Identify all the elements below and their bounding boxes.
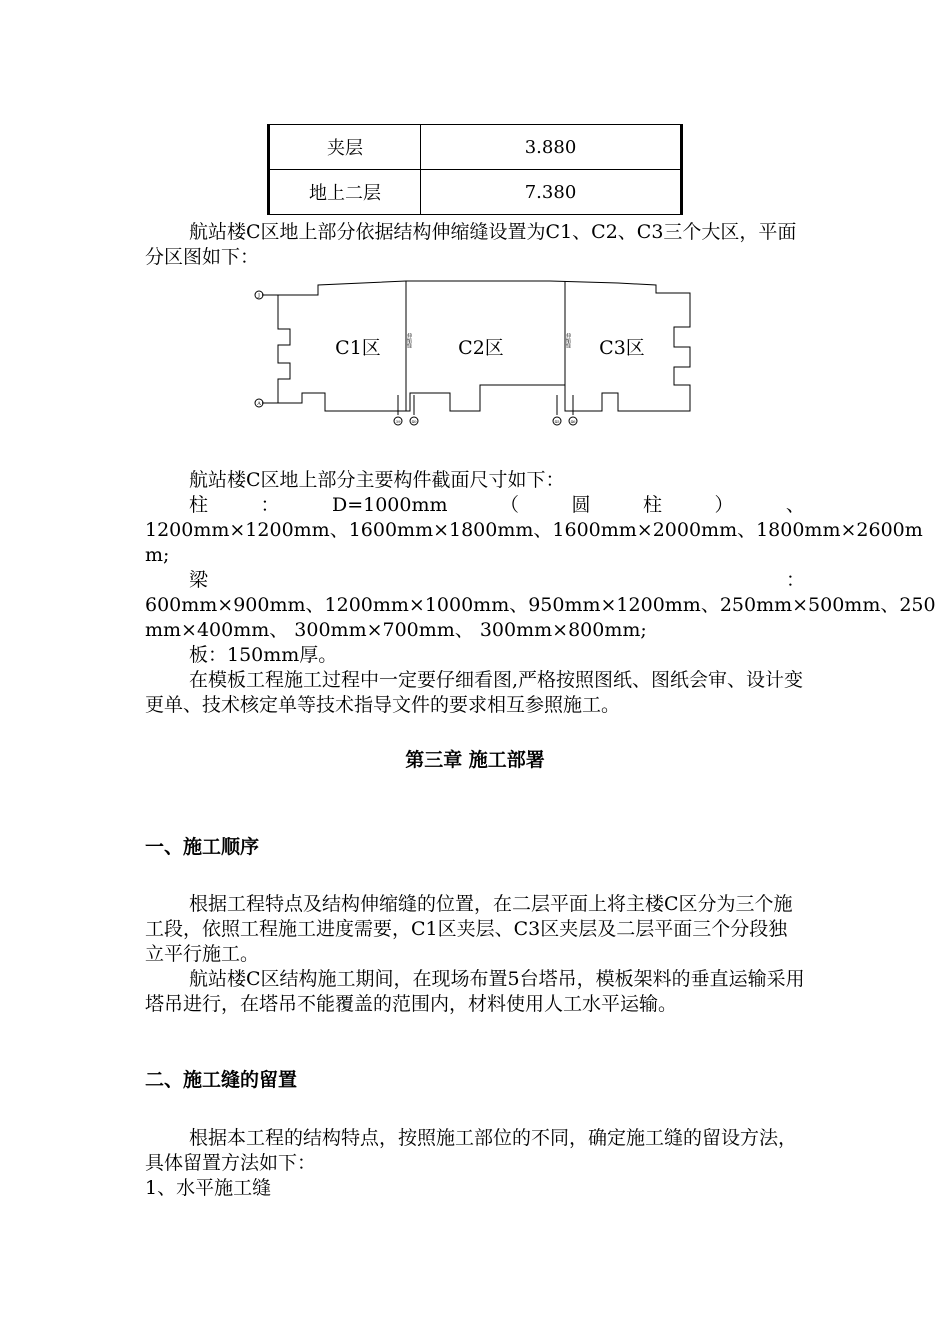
table-cell-label: 夹层 xyxy=(269,125,421,170)
beam-line-3: mm×400mm、 300mm×700mm、 300mm×800mm; xyxy=(145,619,647,641)
list-item: 1、水平施工缝 xyxy=(145,1177,272,1199)
table-row xyxy=(269,170,682,215)
formwork-note: 在模板工程施工过程中一定要仔细看图,严格按照图纸、图纸会审、设计变更单、技术核定单等技术指导文件的要求相互参照施工。 xyxy=(145,669,804,716)
column-paren-close: ） xyxy=(714,494,734,516)
table-cell-label: 地上二层 xyxy=(269,170,421,215)
section-title: 二、施工缝的留置 xyxy=(145,1069,298,1091)
beam-line-2: 600mm×900mm、1200mm×1000mm、950mm×1200mm、250mm×500mm、250 xyxy=(145,594,936,616)
elevation-table xyxy=(267,124,683,215)
axis-mark: 39 xyxy=(395,419,401,424)
axis-label-bottom: A xyxy=(257,401,261,407)
column-line-1 xyxy=(145,493,805,518)
table-cell-value: 7.380 xyxy=(421,170,682,215)
intro-paragraph: 航站楼C区地上部分依据结构伸缩缝设置为C1、C2、C3三个大区，平面分区图如下： xyxy=(145,221,797,268)
chapter-title: 第三章 施工部署 xyxy=(405,749,545,771)
section1-paragraph-1: 根据工程特点及结构伸缩缝的位置，在二层平面上将主楼C区分为三个施工段，依照工程施工进度需要，C1区夹层、C3区夹层及二层平面三个分段独立平行施工。 xyxy=(145,893,793,965)
zoning-plan-diagram xyxy=(250,275,710,435)
beam-label: 梁 xyxy=(189,569,209,591)
axis-label-top: J xyxy=(257,293,261,299)
section1-paragraph-2: 航站楼C区结构施工期间，在现场布置5台塔吊，模板架料的垂直运输采用塔吊进行，在塔吊不能覆盖的范围内，材料使用人工水平运输。 xyxy=(145,968,805,1015)
table-row xyxy=(269,125,682,170)
axis-mark: 45 xyxy=(554,419,560,424)
column-word-column: 柱 xyxy=(642,494,662,516)
zone-label-c2: C2区 xyxy=(458,337,504,359)
column-sizes xyxy=(145,493,923,568)
beam-colon: ： xyxy=(785,569,805,591)
expansion-joint-label: 伸缩缝 xyxy=(565,333,571,348)
slab-thickness: 板：150mm厚。 xyxy=(189,644,338,666)
column-paren-open: （ xyxy=(499,494,519,516)
section-title: 一、施工顺序 xyxy=(145,836,260,858)
table-cell-value: 3.880 xyxy=(421,125,682,170)
column-word-round: 圆 xyxy=(571,494,591,516)
expansion-joint-label: 伸缩缝 xyxy=(406,333,412,348)
column-line-3: m; xyxy=(145,544,170,566)
column-colon: ： xyxy=(260,494,280,516)
section2-paragraph-1: 根据本工程的结构特点，按照施工部位的不同，确定施工缝的留设方法，具体留置方法如下： xyxy=(145,1127,798,1174)
column-diameter: D=1000mm xyxy=(331,494,448,516)
column-comma: 、 xyxy=(785,494,805,516)
beam-sizes xyxy=(145,568,936,643)
section-size-intro: 航站楼C区地上部分主要构件截面尺寸如下： xyxy=(189,469,565,491)
axis-mark: 46 xyxy=(570,419,576,424)
beam-line-1 xyxy=(145,568,805,593)
column-label: 柱 xyxy=(189,494,209,516)
axis-mark: 40 xyxy=(411,419,417,424)
column-line-2: 1200mm×1200mm、1600mm×1800mm、1600mm×2000mm、1800mm×2600m xyxy=(145,519,923,541)
zone-label-c1: C1区 xyxy=(335,337,381,359)
zone-label-c3: C3区 xyxy=(599,337,645,359)
